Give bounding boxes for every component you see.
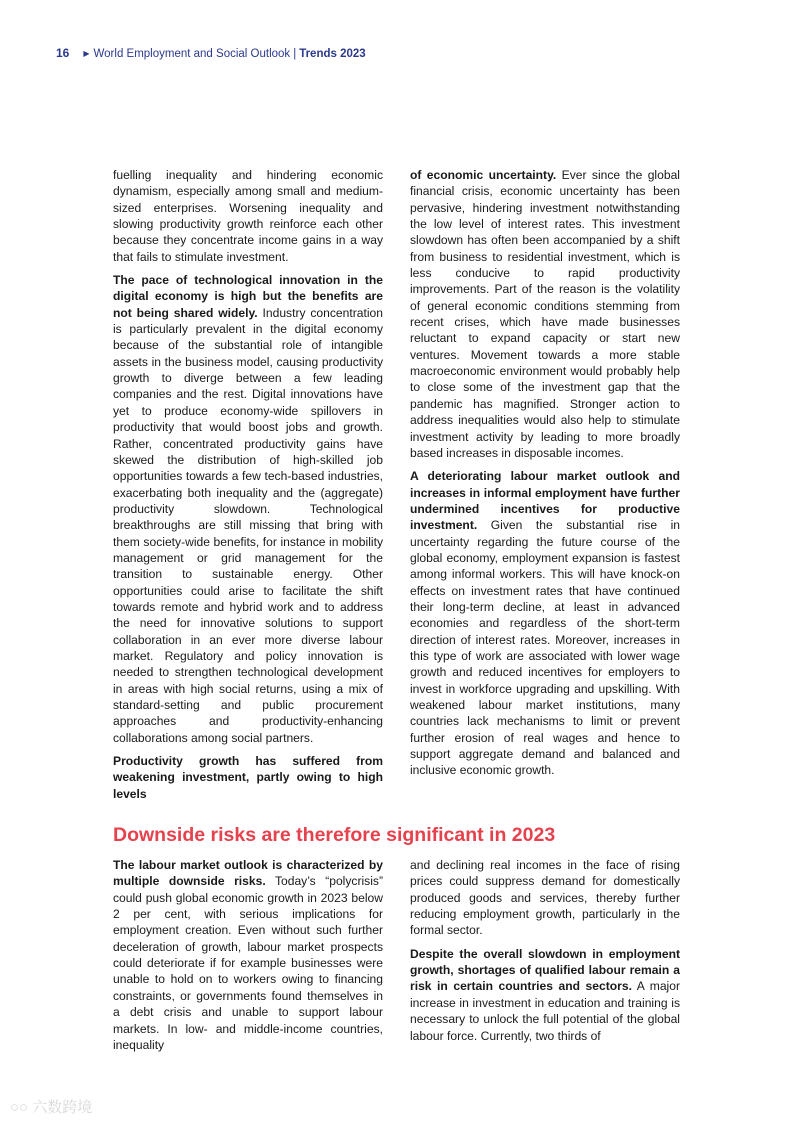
section-bottom	[113, 857, 680, 1060]
paragraph-lead: A deteriorating labour market outlook and increases in informal employment have further undermined incentives for productive investment.	[410, 469, 680, 533]
paragraph	[410, 167, 680, 461]
paragraph	[410, 946, 680, 1044]
paragraph	[113, 272, 383, 746]
page-body	[113, 167, 680, 1060]
column-left-top	[113, 167, 383, 809]
paragraph	[113, 753, 383, 802]
running-header	[56, 46, 366, 60]
publication-title: World Employment and Social Outlook	[93, 48, 291, 60]
section-top	[113, 167, 680, 809]
paragraph-text: and declining real incomes in the face of rising prices could suppress demand for domestically produced goods and services, thereby further reducing employment growth, particularly in the formal sector.	[410, 858, 680, 938]
paragraph	[410, 468, 680, 779]
edition-title: Trends 2023	[299, 48, 366, 60]
paragraph-text: Today’s “polycrisis” could push global economic growth in 2023 below 2 per cent, with serious implications for employment creation. Even without such further deceleration of growth, labour market prospects could deteriorate if for example businesses were unable to hold on to workers owing to financing constraints, or governments found themselves in a debt crisis and unable to support labour markets. In low- and middle-income countries, inequality	[113, 874, 383, 1052]
paragraph-text: fuelling inequality and hindering economic dynamism, especially among small and medium-sized enterprises. Worsening inequality and slowing productivity growth reinforce each other because they concentrate income gains in a way that fails to stimulate investment.	[113, 168, 383, 264]
paragraph-lead: The pace of technological innovation in the digital economy is high but the benefits are not being shared widely.	[113, 273, 383, 320]
column-right-top	[410, 167, 680, 786]
paragraph-text: Industry concentration is particularly prevalent in the digital economy because of the substantial role of intangible assets in the business model, causing productivity growth to diverge between a few leading companies and the rest. Digital innovations have yet to produce economy-wide spillovers in productivity that would boost jobs and growth. Rather, concentrated productivity gains have skewed the distribution of high-skilled job opportunities towards a few tech-based industries, exacerbating both inequality and the (aggregate) productivity slowdown. Technological breakthroughs are still missing that bring with them society-wide benefits, for instance in mobility management or grid management for the transition to sustainable energy. Other opportunities could arise to facilitate the shift towards remote and hybrid work and to address the need for innovative solutions to support collaboration in an ever more diverse labour market. Regulatory and policy innovation is needed to strengthen technological development in areas with high social returns, using a mix of standard-setting and public procurement approaches and productivity-enhancing collaborations among social partners.	[113, 305, 383, 745]
watermark-logo: ○○ 六数跨境	[10, 1099, 93, 1116]
paragraph-lead: Productivity growth has suffered from weakening investment, partly owing to high levels	[113, 754, 383, 801]
triangle-bullet-icon: ▶	[83, 49, 90, 58]
paragraph	[410, 857, 680, 939]
watermark-text: 六数跨境	[32, 1099, 93, 1116]
paragraph-lead: Despite the overall slowdown in employment growth, shortages of qualified labour remain a risk in certain countries and sectors.	[410, 946, 680, 994]
header-separator: |	[293, 48, 297, 60]
paragraph	[113, 857, 383, 1053]
page-number: 16	[56, 46, 70, 60]
column-left-bottom	[113, 857, 383, 1060]
section-heading: Downside risks are therefore significant in 2023	[113, 824, 556, 847]
paragraph-text: Given the substantial rise in uncertainty regarding the future course of the global economy, employment expansion is fastest among informal workers. This will have knock-on effects on investment rates that have continued their long-term decline, at least in advanced economies and regardless of the short-term direction of interest rates. Moreover, increases in this type of work are associated with lower wage growth and reduced incentives for employers to invest in workforce upgrading and upskilling. With weakened labour market institutions, many countries lack mechanisms to limit or prevent further erosion of real wages and hence to support aggregate demand and balanced and inclusive economic growth.	[410, 518, 680, 778]
column-right-bottom	[410, 857, 680, 1051]
paragraph-text: Ever since the global financial crisis, economic uncertainty has been pervasive, hindering investment notwithstanding the low level of interest rates. This investment slowdown has often been accompanied by a shift from business to residential investment, which is less conducive to rapid productivity improvements. Part of the reason is the volatility of general economic conditions stemming from recent crises, which have made businesses reluctant to expand capacity or start new ventures. Movement towards a more stable macroeconomic environment would probably help to close some of the investment gap that the pandemic has magnified. Stronger action to address inequalities would also help to stimulate investment activity by leading to more broadly based increases in disposable incomes.	[410, 168, 680, 460]
paragraph-text: A major increase in investment in education and training is necessary to unlock the full potential of the global labour force. Currently, two thirds of	[410, 979, 680, 1043]
paragraph-lead: of economic uncertainty.	[410, 168, 557, 182]
paragraph-lead: The labour market outlook is characterized by multiple downside risks.	[113, 858, 383, 889]
paragraph	[113, 167, 383, 265]
